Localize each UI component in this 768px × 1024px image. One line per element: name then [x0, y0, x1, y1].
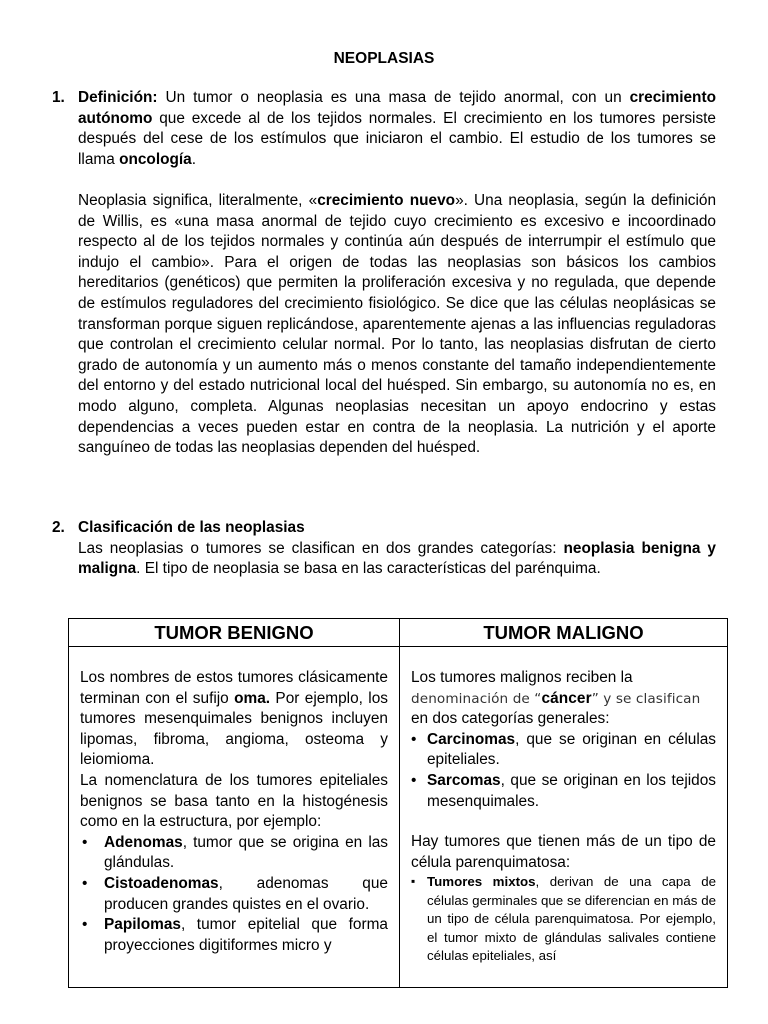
bold-term: oncología — [119, 150, 192, 168]
malignant-cell — [400, 647, 728, 988]
section-heading: Clasificación de las neoplasias — [78, 519, 305, 536]
classification-heading — [78, 518, 716, 539]
text-run: , que se originan en células epiteliales. — [427, 730, 716, 769]
text-run: . — [191, 150, 197, 168]
list-item — [80, 833, 388, 874]
text-run: , derivan de una capa de células germinales que se diferencian en más de un tipo de célula parenquimatosa. Por ejemplo, el tumor mixto de glándulas salivales contiene células epiteliales, así — [427, 874, 716, 964]
bold-term: Sarcomas — [427, 771, 501, 789]
section-definition — [52, 88, 716, 459]
bold-term: cáncer — [541, 689, 592, 707]
text-run: , adenomas que producen grandes quistes en el ovario. — [104, 874, 388, 913]
text-run: Por ejemplo, los tumores mesenquimales benignos incluyen lipomas, fibroma, angioma, osteoma y leiomioma. — [80, 689, 388, 769]
malignant-paragraph — [411, 668, 716, 730]
section-body — [78, 88, 716, 459]
table-row — [69, 647, 728, 988]
spacer — [411, 812, 716, 832]
bold-term: Carcinomas — [427, 730, 516, 748]
tumor-comparison-table — [68, 618, 728, 988]
text-run: . El tipo de neoplasia se basa en las características del parénquima. — [136, 560, 601, 578]
text-run: , tumor epitelial que forma proyecciones digitiformes micro y — [104, 916, 388, 954]
list-item — [80, 915, 388, 956]
text-run: Neoplasia significa, literalmente, « — [78, 191, 318, 209]
text-run: ” y se clasifican — [591, 690, 701, 707]
malignant-cell-content — [401, 648, 726, 986]
section-body — [78, 518, 716, 580]
list-item — [80, 874, 388, 915]
benign-paragraph: La nomenclatura de los tumores epiteliales benignos se basa tanto en la histogénesis como en la estructura, por ejemplo: — [80, 771, 388, 831]
bold-term: Cistoadenomas — [104, 874, 219, 892]
bold-term: Adenomas — [104, 833, 183, 851]
bold-term: neoplasia benigna y maligna — [78, 539, 716, 578]
text-run — [411, 691, 700, 707]
bold-term: oma. — [234, 689, 271, 707]
classification-paragraph — [78, 539, 716, 580]
text-run: , que se originan en los tejidos mesenquimales. — [427, 771, 716, 810]
benign-list — [80, 833, 388, 957]
text-run: Los nombres de estos tumores clásicamente terminan con el sufijo — [80, 669, 388, 707]
list-item — [411, 771, 716, 812]
text-run: que excede al de los tejidos normales. El crecimiento en los tumores persiste después del cese de los estímulos que iniciaron el cambio. El estudio de los tumores se llama — [78, 109, 716, 168]
section-heading: Definición: — [78, 89, 158, 106]
text-run: ». Una neoplasia, según la definición de Willis, es «una masa anormal de tejido cuyo crecimiento es excesivo e incoordinado respecto al de los tejidos normales y continúa aún después de interrumpir el estímulo que indujo el cambio». Para el origen de todas las neoplasias son básicos los cambios hereditarios (genéticos) que permiten la proliferación excesiva y no regulada, que depende de estímulos reguladores del crecimiento fisiológico. Se dice que las células neoplásicas se transforman porque siguen replicándose, aparentemente ajenas a las influencias reguladoras que controlan el crecimiento celular normal. Por lo tanto, las neoplasias disfrutan de cierto grado de autonomía y un aumento más o menos constante del tamaño independientemente del entorno y del estado nutricional local del huésped. Sin embargo, su autonomía no es, en modo alguno, completa. Algunas neoplasias necesitan un apoyo endocrino y estas dependencias a veces pueden estar en contra de la neoplasia. La nutrición y el aporte sanguíneo de todas las neoplasias dependen del huésped. — [78, 191, 717, 457]
list-item — [411, 730, 716, 771]
text-run: en dos categorías generales: — [411, 710, 610, 728]
bold-term: crecimiento nuevo — [317, 191, 456, 209]
benign-cell-content — [70, 648, 398, 986]
malignant-paragraph: Hay tumores que tienen más de un tipo de célula parenquimatosa: — [411, 833, 716, 871]
text-run: , tumor que se origina en las glándulas. — [104, 833, 388, 872]
document-title: NEOPLASIAS — [333, 50, 435, 67]
bold-term: Tumores mixtos — [427, 874, 536, 890]
benign-paragraph — [80, 668, 388, 771]
mixed-tumor-list — [411, 873, 716, 966]
bold-term: Papilomas — [104, 916, 181, 934]
benign-cell — [69, 647, 400, 988]
neoplasia-paragraph — [78, 191, 716, 459]
section-classification — [52, 518, 716, 580]
bold-term: crecimiento autónomo — [78, 89, 716, 127]
definition-paragraph — [78, 88, 716, 170]
list-item — [411, 873, 716, 966]
text-run: denominación de “ — [411, 690, 542, 707]
header-malignant: TUMOR MALIGNO — [400, 619, 728, 647]
text-run: Un tumor o neoplasia es una masa de tejido anormal, con un — [157, 89, 630, 106]
section-number: 2. — [52, 519, 65, 536]
section-number: 1. — [52, 89, 65, 106]
text-run: Las neoplasias o tumores se clasifican en dos grandes categorías: — [78, 539, 564, 557]
header-benign: TUMOR BENIGNO — [69, 619, 400, 647]
table-header-row — [69, 619, 728, 647]
malignant-list — [411, 730, 716, 812]
text-run: Los tumores malignos reciben la — [411, 669, 633, 686]
